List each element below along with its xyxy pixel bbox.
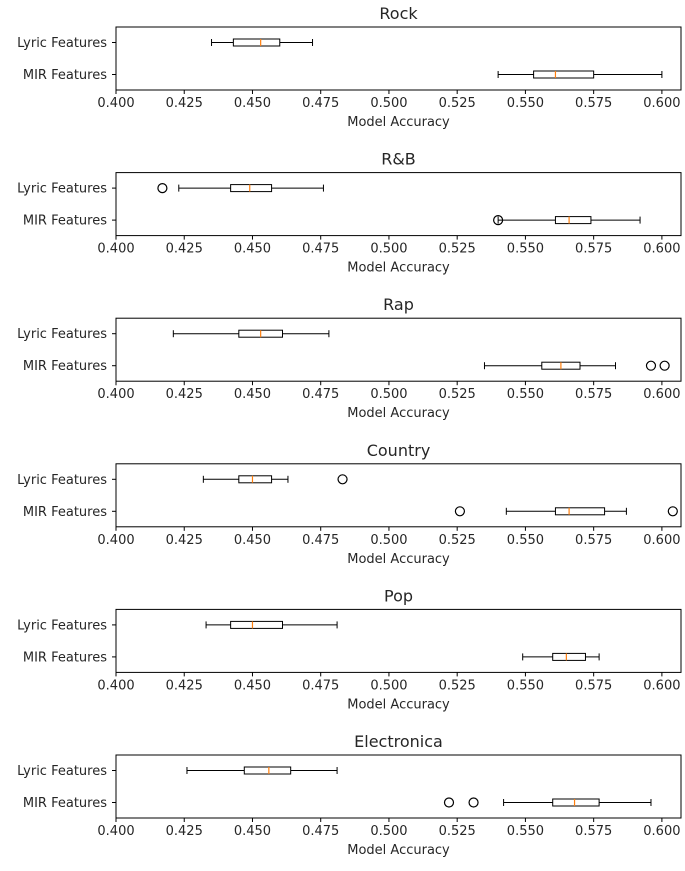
- subplot-5: [17, 732, 681, 858]
- x-tick-label: 0.500: [370, 532, 408, 548]
- box-lyric: [212, 39, 313, 46]
- category-label: MIR Features: [22, 796, 107, 811]
- x-axis-label: Model Accuracy: [347, 843, 450, 858]
- x-tick-label: 0.575: [575, 678, 613, 694]
- chart-title: Rap: [383, 295, 414, 315]
- x-tick-label: 0.400: [97, 824, 135, 839]
- box-mir: [484, 361, 669, 370]
- x-axis-label: Model Accuracy: [347, 260, 450, 276]
- box-iqr: [239, 476, 272, 483]
- box-lyric: [187, 767, 337, 774]
- x-tick-label: 0.500: [370, 241, 408, 257]
- x-tick-label: 0.575: [575, 96, 613, 111]
- outlier-point: [158, 184, 167, 193]
- chart-title: Electronica: [354, 732, 443, 751]
- subplot-0: [17, 4, 681, 130]
- x-tick-label: 0.550: [506, 532, 545, 548]
- category-label: MIR Features: [22, 359, 107, 375]
- chart-title: Country: [366, 440, 431, 460]
- x-tick-label: 0.450: [233, 96, 272, 111]
- x-tick-label: 0.450: [233, 678, 272, 694]
- axes-frame: [116, 609, 681, 672]
- x-tick-label: 0.425: [165, 241, 203, 257]
- box-lyric: [203, 475, 347, 484]
- x-tick-label: 0.550: [506, 824, 545, 839]
- category-label: Lyric Features: [17, 618, 107, 634]
- x-tick-label: 0.525: [438, 96, 476, 111]
- box-lyric: [206, 621, 337, 628]
- category-label: Lyric Features: [17, 36, 107, 51]
- subplot-3: [17, 441, 681, 567]
- x-tick-label: 0.475: [302, 824, 340, 839]
- x-tick-label: 0.525: [438, 678, 476, 694]
- box-mir: [523, 653, 599, 660]
- axes-frame: [116, 173, 681, 236]
- x-tick-label: 0.400: [97, 387, 135, 403]
- x-tick-label: 0.550: [506, 96, 545, 111]
- axes-frame: [116, 755, 681, 818]
- x-tick-label: 0.525: [438, 241, 476, 257]
- box-iqr: [555, 508, 604, 515]
- x-tick-label: 0.575: [575, 387, 613, 403]
- x-tick-label: 0.550: [506, 678, 545, 694]
- box-lyric: [173, 330, 329, 337]
- category-label: Lyric Features: [17, 764, 107, 779]
- x-tick-label: 0.600: [643, 241, 681, 257]
- chart-title: R&B: [381, 149, 416, 169]
- x-tick-label: 0.425: [165, 387, 203, 403]
- x-tick-label: 0.425: [165, 824, 203, 839]
- x-tick-label: 0.525: [438, 824, 476, 839]
- x-tick-label: 0.500: [370, 387, 408, 403]
- x-tick-label: 0.400: [97, 678, 135, 694]
- x-tick-label: 0.475: [302, 96, 340, 111]
- box-lyric: [158, 184, 324, 193]
- x-tick-label: 0.475: [302, 678, 340, 694]
- x-axis-label: Model Accuracy: [347, 551, 450, 567]
- box-iqr: [553, 799, 599, 806]
- box-mir: [498, 71, 662, 78]
- category-label: MIR Features: [22, 213, 107, 229]
- axes-frame: [116, 464, 681, 527]
- x-tick-label: 0.550: [506, 387, 545, 403]
- x-tick-label: 0.425: [165, 532, 203, 548]
- x-tick-label: 0.450: [233, 824, 272, 839]
- x-tick-label: 0.600: [643, 532, 681, 548]
- box-mir: [444, 798, 650, 807]
- chart-title: Rock: [379, 4, 418, 23]
- box-iqr: [233, 39, 279, 46]
- subplot-2: [17, 295, 681, 421]
- x-tick-label: 0.550: [506, 241, 545, 257]
- x-tick-label: 0.600: [643, 96, 681, 111]
- category-label: Lyric Features: [17, 327, 107, 343]
- x-tick-label: 0.500: [370, 96, 408, 111]
- category-label: Lyric Features: [17, 472, 107, 488]
- x-axis-label: Model Accuracy: [347, 406, 450, 422]
- box-iqr: [553, 653, 586, 660]
- box-mir: [455, 507, 677, 516]
- outlier-point: [455, 507, 464, 516]
- box-mir: [494, 216, 640, 225]
- outlier-point: [469, 798, 478, 807]
- category-label: Lyric Features: [17, 181, 107, 197]
- x-tick-label: 0.425: [165, 96, 203, 111]
- x-tick-label: 0.475: [302, 387, 340, 403]
- axes-frame: [116, 318, 681, 381]
- subplot-1: [17, 150, 681, 276]
- axes-frame: [116, 27, 681, 90]
- x-tick-label: 0.400: [97, 532, 135, 548]
- x-tick-label: 0.500: [370, 678, 408, 694]
- box-iqr: [555, 217, 590, 224]
- x-tick-label: 0.525: [438, 532, 476, 548]
- box-iqr: [231, 185, 272, 192]
- chart-title: Pop: [383, 586, 414, 606]
- x-tick-label: 0.575: [575, 532, 613, 548]
- x-tick-label: 0.600: [643, 678, 681, 694]
- x-tick-label: 0.475: [302, 241, 340, 257]
- outlier-point: [646, 361, 655, 370]
- x-tick-label: 0.475: [302, 532, 340, 548]
- outlier-point: [444, 798, 453, 807]
- x-tick-label: 0.400: [97, 241, 135, 257]
- x-tick-label: 0.450: [233, 241, 272, 257]
- outlier-point: [668, 507, 677, 516]
- x-tick-label: 0.450: [233, 532, 272, 548]
- x-tick-label: 0.400: [97, 96, 135, 111]
- x-tick-label: 0.575: [575, 824, 613, 839]
- x-tick-label: 0.600: [643, 824, 681, 839]
- subplot-4: [17, 586, 681, 712]
- x-tick-label: 0.500: [370, 824, 408, 839]
- x-tick-label: 0.600: [643, 387, 681, 403]
- box-iqr: [534, 71, 594, 78]
- x-tick-label: 0.425: [165, 678, 203, 694]
- outlier-point: [338, 475, 347, 484]
- outlier-point: [660, 361, 669, 370]
- x-tick-label: 0.450: [233, 387, 272, 403]
- x-axis-label: Model Accuracy: [347, 115, 450, 130]
- category-label: MIR Features: [22, 504, 107, 520]
- x-tick-label: 0.575: [575, 241, 613, 257]
- box-iqr: [231, 621, 283, 628]
- box-iqr: [244, 767, 290, 774]
- category-label: MIR Features: [22, 650, 107, 666]
- x-tick-label: 0.525: [438, 387, 476, 403]
- x-axis-label: Model Accuracy: [347, 697, 450, 713]
- category-label: MIR Features: [22, 68, 107, 83]
